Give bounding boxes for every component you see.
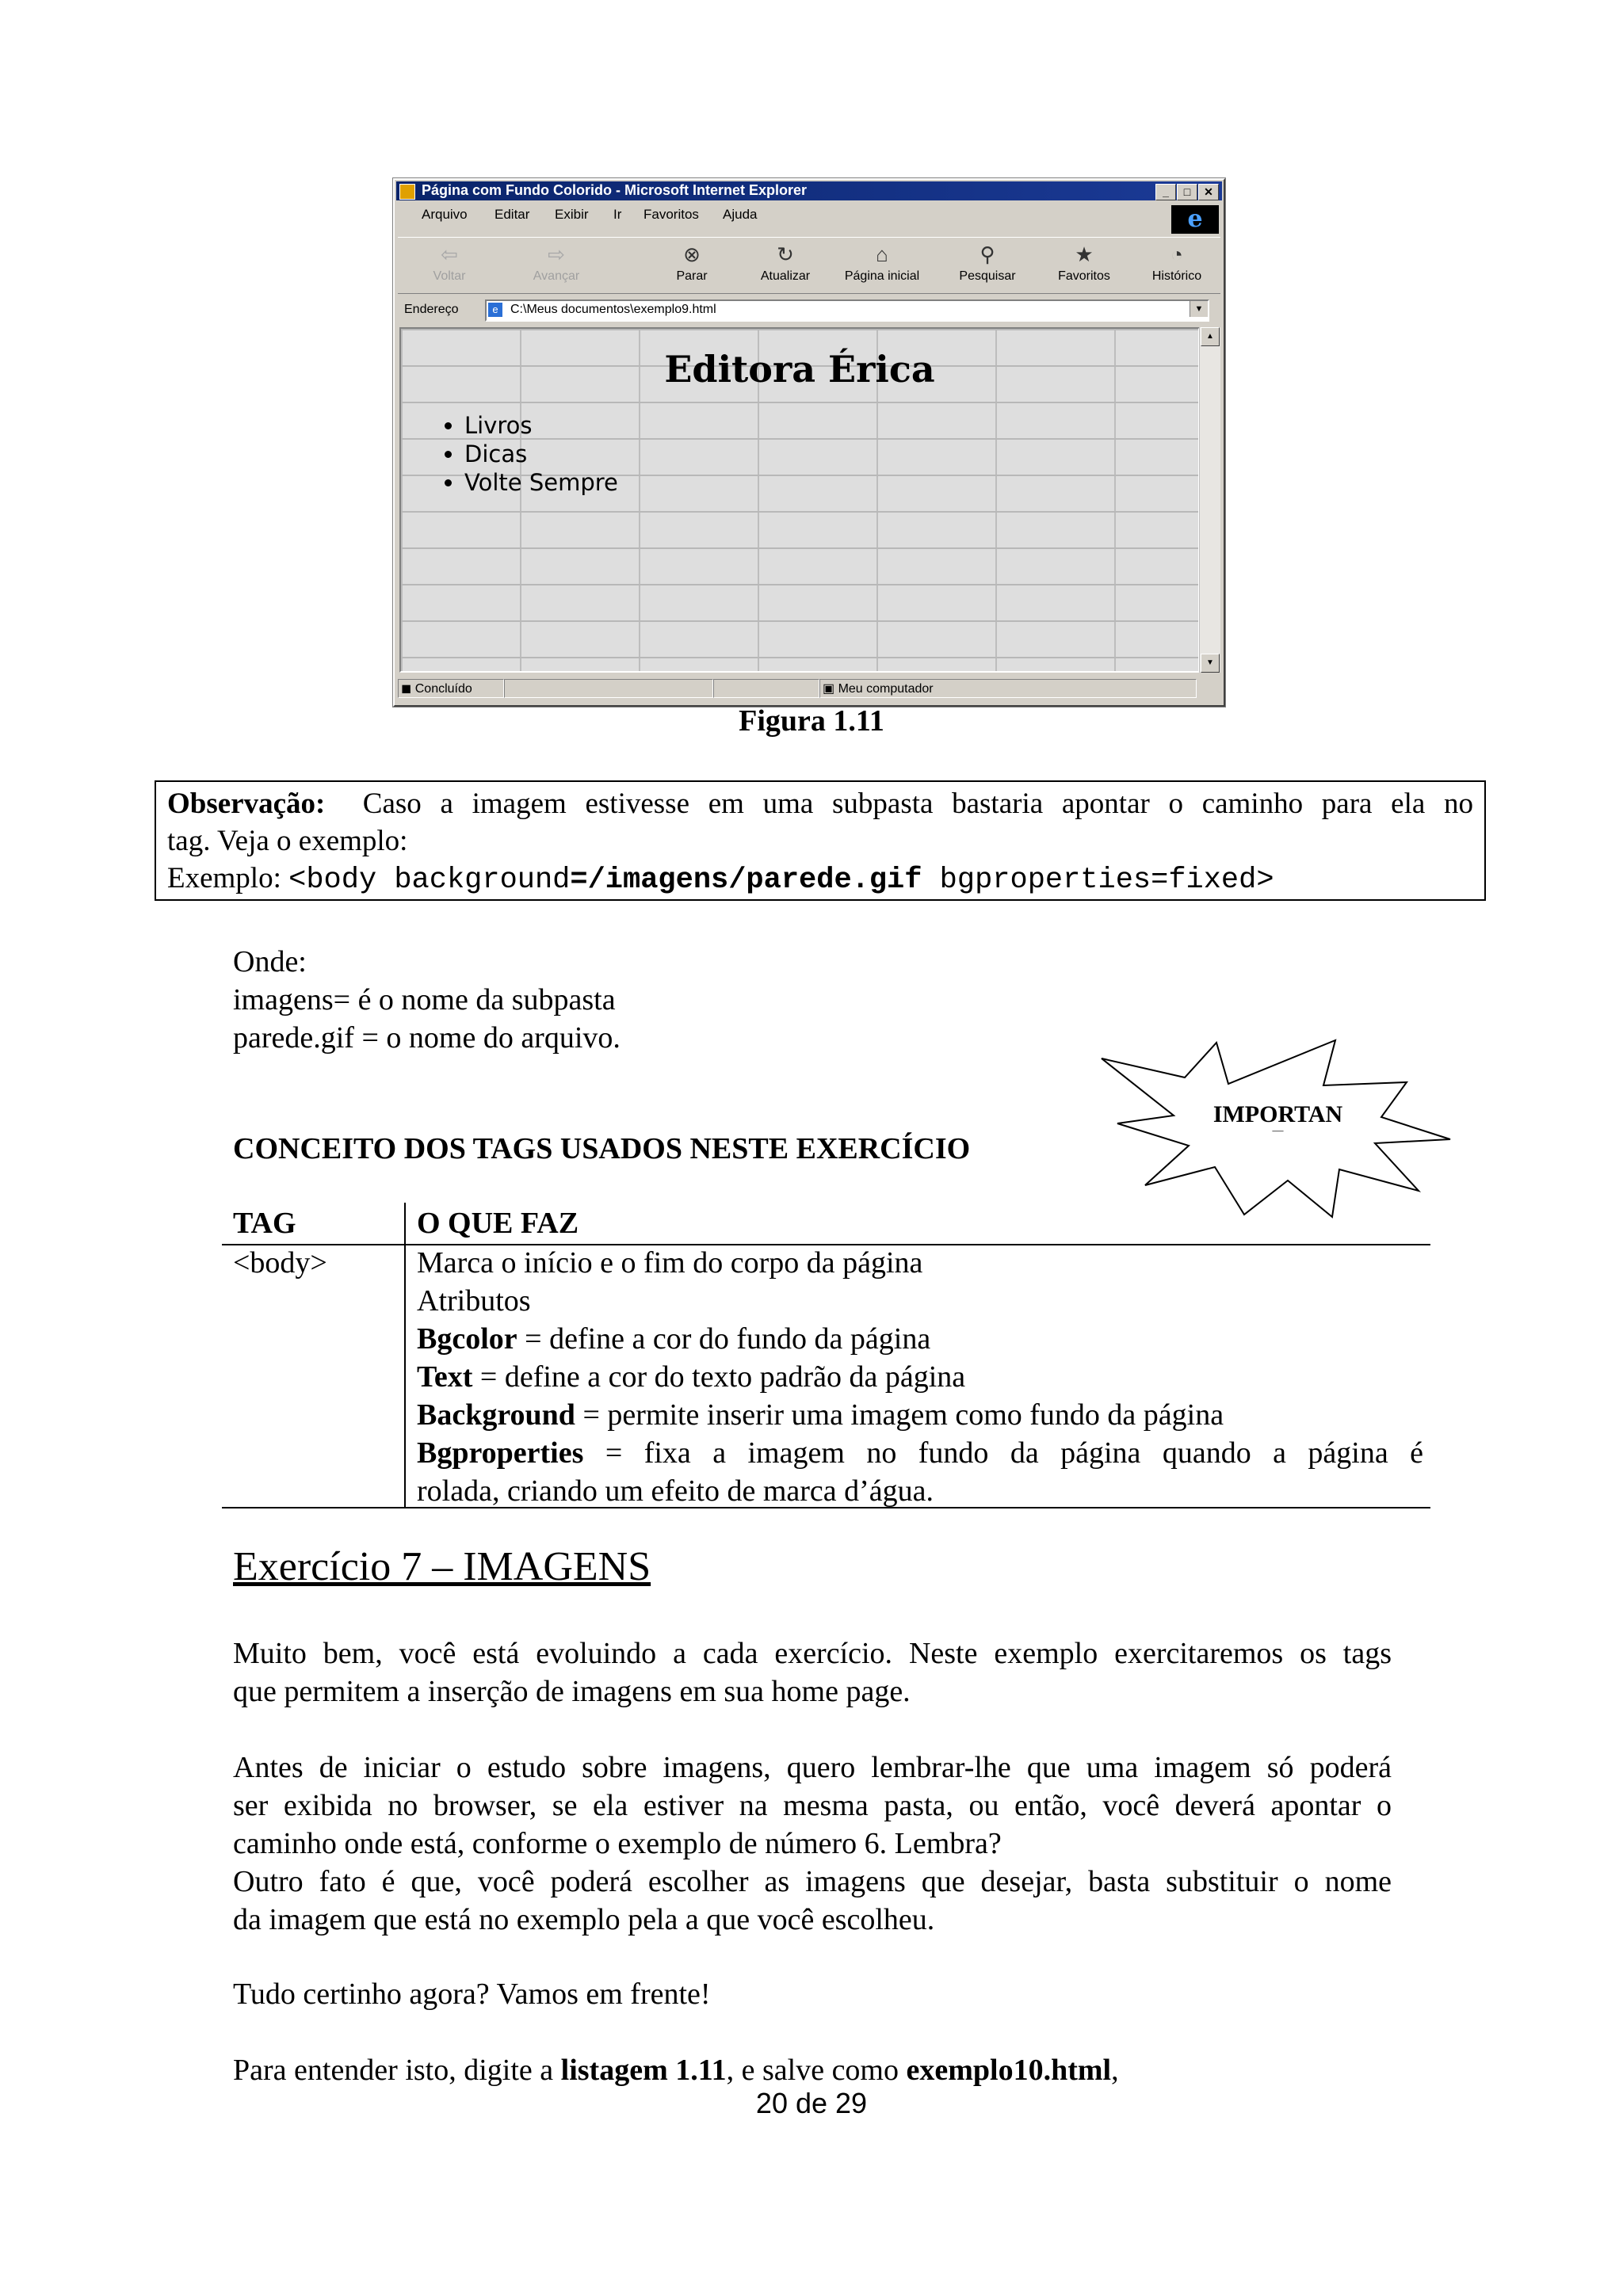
history-button[interactable]: ◔ Histórico: [1151, 242, 1202, 283]
page-list: [436, 411, 618, 497]
menu-ir[interactable]: Ir: [613, 207, 622, 222]
onde-line-1: imagens= é o nome da subpasta: [233, 983, 616, 1016]
tag-table: [222, 1203, 1430, 1510]
web-page-content: [399, 327, 1200, 673]
onde-line-2: parede.gif = o nome do arquivo.: [233, 1021, 621, 1055]
paragraph-2: Antes de iniciar o estudo sobre imagens, quero lembrar-lhe que uma imagem só poderá ser exibida no browser, se ela estiver na mesma pasta, ou então, você deverá apontar o caminho onde está, conforme o exemplo de número 6. Lembra? Outro fato é que, você poderá escolher as imagens que desejar, basta substituir o nome da imagem que está no exemplo pela a que você escolheu.: [233, 1751, 1392, 1936]
menu-exibir[interactable]: Exibir: [555, 207, 589, 222]
maximize-icon[interactable]: □: [1177, 184, 1197, 200]
address-value: C:\Meus documentos\exemplo9.html: [510, 303, 716, 316]
ie-window-icon: [399, 184, 415, 200]
home-icon: ⌂: [876, 242, 888, 266]
stop-icon: ⊗: [683, 242, 701, 266]
address-input[interactable]: [485, 299, 1209, 322]
title-bar: [396, 181, 1222, 200]
forward-button[interactable]: ⇨ Avançar: [533, 242, 580, 283]
observation-line-1: Observação: Caso a imagem estivesse em uma subpasta bastaria apontar o caminho para ela no: [167, 788, 1473, 820]
menu-ajuda[interactable]: Ajuda: [723, 207, 758, 222]
tag-description: Marca o início e o fim do corpo da página Atributos Bgcolor = define a cor do fundo da página Text = define a cor do texto padrão da página Background = permite inserir uma imagem como fundo da página Bgproperties = fixa a imagem no fundo da página quando a página é rolada, criando um efeito de marca d’água.: [417, 1246, 1423, 1508]
figure-caption: Figura 1.11: [739, 704, 884, 738]
toolbar: [398, 237, 1220, 294]
tag-body: <body>: [233, 1246, 327, 1280]
search-icon: ⚲: [980, 242, 995, 266]
forward-arrow-icon: ⇨: [548, 242, 565, 266]
scroll-down-icon[interactable]: ▼: [1201, 654, 1220, 673]
importante-label: IMPORTAN: [1212, 1101, 1343, 1127]
paragraph-4: Para entender isto, digite a listagem 1.11, e salve como exemplo10.html,: [233, 2054, 1119, 2087]
address-label: Endereço: [404, 303, 459, 316]
favorites-button[interactable]: ★ Favoritos: [1058, 242, 1110, 283]
list-item: • Volte Sempre: [464, 468, 618, 497]
status-bar: [398, 677, 1220, 700]
favorites-icon: ★: [1075, 242, 1094, 266]
page-heading: Editora Érica: [664, 348, 935, 391]
close-icon[interactable]: ✕: [1198, 184, 1219, 200]
stop-button[interactable]: ⊗ Parar: [676, 242, 708, 283]
status-zone: ▣ Meu computador: [823, 682, 934, 696]
observation-line-2: tag. Veja o exemplo:: [167, 825, 408, 857]
back-arrow-icon: ⇦: [441, 242, 458, 266]
importante-sub: —: [1272, 1125, 1284, 1137]
observation-box: [155, 780, 1486, 901]
minimize-icon[interactable]: _: [1155, 184, 1176, 200]
header-tag: TAG: [233, 1207, 296, 1240]
scroll-up-icon[interactable]: ▲: [1201, 327, 1220, 346]
status-done: ◼ Concluído: [401, 682, 472, 696]
home-button[interactable]: ⌂ Página inicial: [844, 242, 920, 283]
onde-title: Onde:: [233, 945, 307, 978]
observation-example: Exemplo: <body background=/imagens/parede.gif bgproperties=fixed>: [167, 862, 1274, 897]
refresh-button[interactable]: ↻ Atualizar: [760, 242, 811, 283]
section-heading: CONCEITO DOS TAGS USADOS NESTE EXERCÍCIO: [233, 1132, 971, 1165]
menu-favoritos[interactable]: Favoritos: [643, 207, 699, 222]
search-button[interactable]: ⚲ Pesquisar: [959, 242, 1016, 283]
address-bar: [398, 297, 1220, 322]
list-item: • Livros: [464, 411, 618, 440]
page-number: 20 de 29: [755, 2087, 868, 2119]
menu-editar[interactable]: Editar: [495, 207, 530, 222]
browser-screenshot: [393, 178, 1225, 707]
chevron-down-icon[interactable]: ▼: [1190, 301, 1208, 317]
history-icon: ◔: [1170, 242, 1183, 266]
paragraph-3: Tudo certinho agora? Vamos em frente!: [233, 1978, 711, 2011]
header-what: O QUE FAZ: [417, 1207, 579, 1240]
refresh-icon: ↻: [777, 242, 794, 266]
window-title: Página com Fundo Colorido - Microsoft Internet Explorer: [422, 182, 808, 198]
importante-burst: [1098, 1036, 1458, 1222]
menu-bar: [398, 204, 1220, 227]
vertical-scrollbar[interactable]: [1199, 327, 1220, 673]
paragraph-1: Muito bem, você está evoluindo a cada exercício. Neste exemplo exercitaremos os tags que permitem a inserção de imagens em sua home page.: [233, 1637, 1392, 1708]
back-button[interactable]: ⇦ Voltar: [433, 242, 466, 283]
page-icon: e: [488, 303, 502, 317]
exercise-heading: Exercício 7 – IMAGENS: [233, 1544, 651, 1589]
list-item: • Dicas: [464, 440, 618, 468]
menu-arquivo[interactable]: Arquivo: [422, 207, 468, 222]
ie-logo-icon: e: [1171, 205, 1219, 234]
